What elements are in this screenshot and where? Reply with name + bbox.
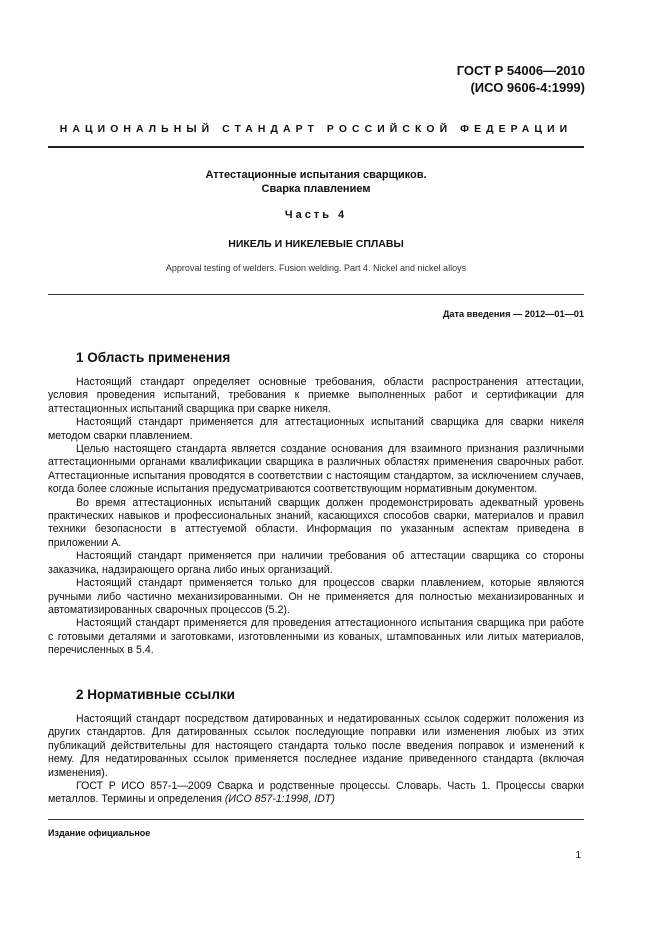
reference-entry bbox=[48, 780, 584, 807]
section-2-heading: 2 Нормативные ссылки bbox=[76, 687, 235, 702]
document-subtitle: НИКЕЛЬ И НИКЕЛЕВЫЕ СПЛАВЫ bbox=[228, 238, 404, 250]
paragraph: Целью настоящего стандарта является создание основания для взаимного признания различными аттестационными органами квалификации сварщика в различных областях применения сварочных работ. Аттестационные испытания проводятся в соответствии с настоящим стандартом, за исключением случаев, когда более сложные испытания предусматриваются соответствующим нормативным документом. bbox=[48, 443, 584, 496]
paragraph: Настоящий стандарт применяется только для процессов сварки плавлением, которые являются ручными либо частично механизированными. Он не применяется для полностью механизированных и автоматизированных сварочных процессов (5.2). bbox=[48, 577, 584, 616]
page-number: 1 bbox=[575, 850, 581, 861]
reference-text: ГОСТ Р ИСО 857-1—2009 Сварка и родственные процессы. Словарь. Часть 1. Процессы сварки металлов. Термины и определения bbox=[48, 780, 584, 806]
top-divider bbox=[48, 146, 584, 148]
reference-iso: (ИСО 857-1:1998, IDT) bbox=[224, 793, 335, 806]
paragraph: Настоящий стандарт определяет основные требования, области распространения аттестации, условия проведения испытаний, требования к приемке выполненных работ и сертификации для аттестационных испытаний сварщика при сварке никеля. bbox=[48, 376, 584, 415]
paragraph: Настоящий стандарт применяется при наличии требования об аттестации сварщика со стороны заказчика, надзирающего органа либо иных организаций. bbox=[48, 550, 584, 576]
standard-code bbox=[457, 62, 585, 96]
introduction-date: Дата введения — 2012—01—01 bbox=[442, 309, 584, 319]
title-divider bbox=[48, 294, 584, 295]
title-line-1: Аттестационные испытания сварщиков. bbox=[205, 169, 427, 181]
footer-divider bbox=[48, 819, 584, 820]
standard-code-iso: (ИСО 9606-4:1999) bbox=[470, 80, 585, 95]
section-2-body bbox=[48, 713, 584, 807]
section-1-heading: 1 Область применения bbox=[76, 350, 231, 365]
paragraph: Настоящий стандарт применяется для аттестационных испытаний сварщика для сварки никеля методом сварки плавлением. bbox=[48, 416, 584, 442]
standard-type-heading: НАЦИОНАЛЬНЫЙ СТАНДАРТ РОССИЙСКОЙ ФЕДЕРАЦИИ bbox=[59, 124, 573, 135]
english-title: Approval testing of welders. Fusion welding. Part 4. Nickel and nickel alloys bbox=[165, 263, 467, 273]
paragraph: Настоящий стандарт применяется для проведения аттестационного испытания сварщика при работе с готовыми деталями и заготовками, изготовленными из кованых, штампованных или литых материалов, перечисленных в 5.4. bbox=[48, 617, 584, 657]
title-line-2: Сварка плавлением bbox=[261, 183, 371, 195]
paragraph: Во время аттестационных испытаний сварщик должен продемонстрировать адекватный уровень практических навыков и профессиональных знаний, касающихся способов сварки, материалов и правил техники безопасности в аттестуемой области. Информация по указанным аспектам приведена в приложении А. bbox=[48, 496, 584, 549]
document-title bbox=[48, 168, 584, 196]
part-label: Часть 4 bbox=[284, 209, 348, 221]
section-1-body bbox=[48, 376, 584, 658]
paragraph: Настоящий стандарт посредством датированных и недатированных ссылок содержит положения из других стандартов. Для датированных ссылок последующие поправки или изменения любых из этих публикаций действительны для настоящего стандарта только после введения поправок и изменений к нему. Для недатированных ссылок применяется последнее издание приведенного стандарта (включая изменения). bbox=[48, 713, 584, 779]
edition-label: Издание официальное bbox=[48, 828, 151, 838]
standard-code-gost: ГОСТ Р 54006—2010 bbox=[456, 63, 585, 78]
